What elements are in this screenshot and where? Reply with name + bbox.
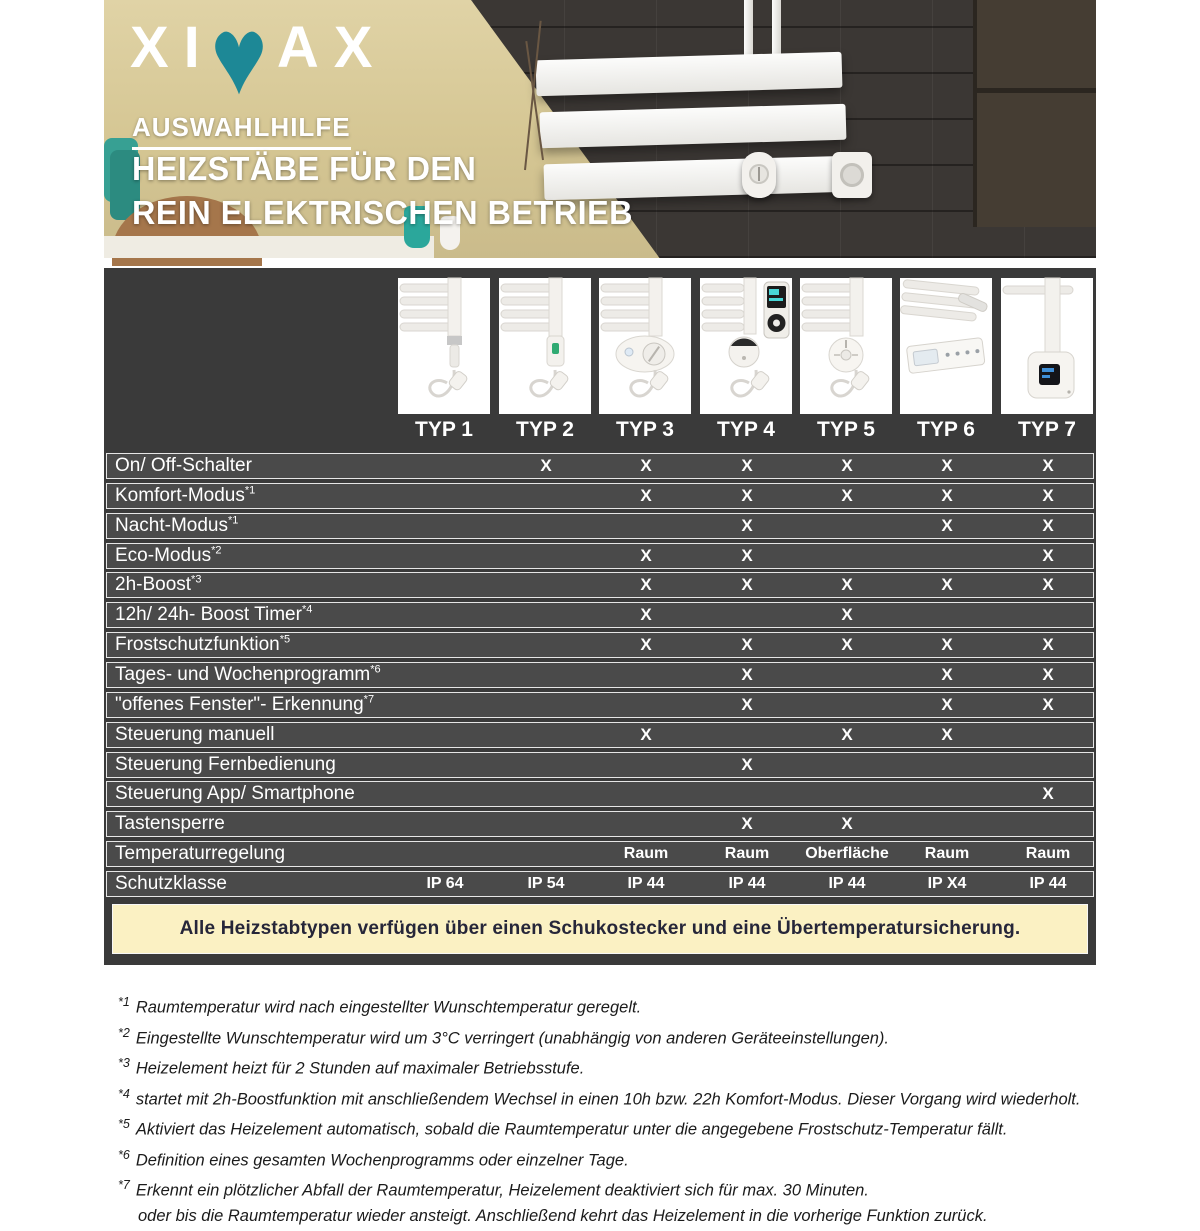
- cell-value-typ-5: X: [841, 456, 853, 475]
- cell-value-typ-4: Raum: [724, 845, 770, 862]
- radiator-smart-box-icon: [1001, 401, 1093, 418]
- footnote: [118, 1145, 1128, 1171]
- cell-value-typ-5: X: [841, 814, 853, 833]
- column-header-typ-5: TYP 5: [817, 418, 875, 441]
- cell-value-typ-2: X: [540, 456, 552, 475]
- ximax-logo: [130, 16, 387, 106]
- radiator-remote-control-icon: [700, 401, 792, 418]
- footnote-marker: *7: [118, 1178, 130, 1192]
- radiator-rod-with-switch-icon: [499, 401, 591, 418]
- footnote-marker: *2: [211, 544, 222, 557]
- row-label: 12h/ 24h- Boost Timer$^{*4}$: [115, 603, 313, 625]
- wall-socket-decoration: [832, 152, 872, 198]
- cell-value-typ-7: X: [1042, 784, 1054, 803]
- row-label: Schutzklasse: [115, 873, 227, 894]
- footnote: [118, 1175, 1128, 1226]
- hero-cabinet-seam-decoration: [977, 88, 1096, 93]
- cell-value-typ-7: X: [1042, 456, 1054, 475]
- table-row: [106, 602, 1094, 628]
- table-row: [106, 543, 1094, 569]
- footnote-text: Heizelement heizt für 2 Stunden auf maximaler Betriebsstufe.: [135, 1059, 585, 1078]
- footnote-text: Erkennt ein plötzlicher Abfall der Raumtemperatur, Heizelement deaktiviert sich für max. 30 Minuten.: [135, 1181, 869, 1200]
- footnote-text: Aktiviert das Heizelement automatisch, sobald die Raumtemperatur unter die angegebene Frostschutz-Temperatur fällt.: [135, 1120, 1008, 1139]
- cell-value-typ-6: X: [941, 725, 953, 744]
- footnote: [118, 1084, 1128, 1110]
- cell-value-typ-6: X: [941, 665, 953, 684]
- cell-value-typ-7: IP 44: [1029, 875, 1067, 892]
- row-label: "offenes Fenster"- Erkennung$^{*7}$: [115, 693, 375, 715]
- ximax-logo-text-suffix: AX: [276, 15, 388, 80]
- column-header-typ-6: TYP 6: [917, 418, 975, 441]
- footnote-marker: *5: [118, 1117, 130, 1131]
- row-label: Frostschutzfunktion$^{*5}$: [115, 633, 291, 655]
- hero-title-line2: REIN ELEKTRISCHEN BETRIEB: [132, 194, 633, 231]
- footnote-marker: *1: [244, 484, 256, 497]
- footnote-marker: *4: [118, 1086, 130, 1101]
- table-row: [106, 722, 1094, 748]
- cell-value-typ-4: X: [741, 755, 753, 774]
- cell-value-typ-3: X: [640, 635, 652, 654]
- table-decoration: [104, 236, 434, 258]
- cell-value-typ-6: X: [941, 456, 953, 475]
- cell-value-typ-3: X: [640, 456, 652, 475]
- row-label: Steuerung Fernbedienung: [115, 754, 336, 775]
- footnote: [118, 1114, 1128, 1140]
- row-label: Tastensperre: [115, 813, 225, 834]
- cell-value-typ-3: Raum: [623, 845, 669, 862]
- table-row: [106, 572, 1094, 598]
- cell-value-typ-3: X: [640, 546, 652, 565]
- footnote-marker: *3: [118, 1056, 130, 1070]
- footnote-text: Definition eines gesamten Wochenprogramms oder einzelner Tage.: [135, 1151, 629, 1169]
- heating-element-decoration: [742, 152, 776, 198]
- product-image-typ-7: [1001, 278, 1093, 414]
- cell-value-typ-4: X: [741, 695, 753, 714]
- radiator-control-panel-icon: [900, 401, 992, 418]
- cell-value-typ-7: X: [1042, 486, 1054, 505]
- column-header-typ-7: TYP 7: [1018, 418, 1076, 441]
- hero-eyebrow: AUSWAHLHILFE: [132, 112, 351, 150]
- row-label: Komfort-Modus$^{*1}$: [115, 484, 256, 506]
- cell-value-typ-4: X: [741, 635, 753, 654]
- comparison-table: [104, 268, 1096, 965]
- cell-value-typ-4: X: [741, 486, 753, 505]
- cell-value-typ-1: IP 64: [426, 875, 464, 892]
- cell-value-typ-4: X: [741, 456, 753, 475]
- footnote-marker: *6: [118, 1147, 130, 1162]
- cell-value-typ-6: IP X4: [927, 875, 967, 892]
- radiator-oval-controller-icon: [599, 401, 691, 418]
- cell-value-typ-4: X: [741, 546, 753, 565]
- footnote-text-continued: oder bis die Raumtemperatur wieder ansteigt. Anschließend kehrt das Heizelement in die vorherige Funktion zurück.: [138, 1206, 988, 1225]
- cell-value-typ-3: X: [640, 486, 652, 505]
- row-label: Eco-Modus$^{*2}$: [115, 544, 222, 566]
- table-row: [106, 752, 1094, 778]
- table-row: [106, 632, 1094, 658]
- cell-value-typ-3: X: [640, 605, 652, 624]
- column-header-typ-1: TYP 1: [415, 418, 473, 441]
- table-row: [106, 811, 1094, 837]
- row-label: 2h-Boost$^{*3}$: [115, 573, 202, 595]
- footnote-marker: *4: [301, 603, 313, 616]
- cell-value-typ-6: X: [941, 695, 953, 714]
- cell-value-typ-4: X: [741, 814, 753, 833]
- row-label: Steuerung App/ Smartphone: [115, 783, 355, 804]
- footnote-marker: *7: [363, 693, 375, 706]
- footnote: [118, 992, 1128, 1018]
- footnote-marker: *5: [279, 633, 291, 646]
- footnote-marker: *3: [191, 573, 202, 586]
- cell-value-typ-7: X: [1042, 695, 1054, 714]
- column-header-typ-2: TYP 2: [516, 418, 574, 441]
- cell-value-typ-3: X: [640, 725, 652, 744]
- radiator-pipe-decoration: [744, 0, 753, 62]
- cell-value-typ-6: X: [941, 635, 953, 654]
- product-image-typ-3: [599, 278, 691, 414]
- footnote-marker: *6: [370, 663, 381, 676]
- cell-value-typ-7: X: [1042, 516, 1054, 535]
- cell-value-typ-5: X: [841, 486, 853, 505]
- table-row: [106, 483, 1094, 509]
- footnote: [118, 1023, 1128, 1049]
- product-image-typ-1: [398, 278, 490, 414]
- footnote-marker: *1: [228, 514, 239, 527]
- hero-banner: [104, 0, 1096, 258]
- cell-value-typ-4: IP 44: [728, 875, 766, 892]
- table-row: [106, 453, 1094, 479]
- ximax-logo-text-prefix: XI: [130, 15, 215, 80]
- info-banner: [112, 904, 1088, 954]
- row-label: Temperaturregelung: [115, 843, 286, 864]
- cell-value-typ-5: Oberfläche: [805, 845, 889, 862]
- cell-value-typ-4: X: [741, 665, 753, 684]
- footnote: [118, 1053, 1128, 1079]
- cell-value-typ-5: X: [841, 635, 853, 654]
- cell-value-typ-7: X: [1042, 665, 1054, 684]
- footnote-text: Raumtemperatur wird nach eingestellter Wunschtemperatur geregelt.: [135, 998, 642, 1017]
- cell-value-typ-7: X: [1042, 575, 1054, 594]
- footnote-marker: *2: [118, 1025, 130, 1040]
- cell-value-typ-6: X: [941, 575, 953, 594]
- column-header-typ-4: TYP 4: [717, 418, 775, 441]
- cell-value-typ-6: X: [941, 486, 953, 505]
- table-row: [106, 513, 1094, 539]
- cell-value-typ-7: X: [1042, 546, 1054, 565]
- row-label: Steuerung manuell: [115, 724, 275, 745]
- product-image-typ-4: [700, 278, 792, 414]
- product-image-typ-6: [900, 278, 992, 414]
- cell-value-typ-4: X: [741, 516, 753, 535]
- cell-value-typ-2: IP 54: [527, 875, 565, 892]
- table-row: [106, 871, 1094, 897]
- cell-value-typ-6: X: [941, 516, 953, 535]
- row-label: Nacht-Modus$^{*1}$: [115, 514, 239, 536]
- table-row: [106, 662, 1094, 688]
- cell-value-typ-7: X: [1042, 635, 1054, 654]
- cell-value-typ-5: IP 44: [828, 875, 866, 892]
- cell-value-typ-7: Raum: [1025, 845, 1071, 862]
- radiator-heating-rod-icon: [398, 401, 490, 418]
- radiator-thermostat-knob-icon: [800, 401, 892, 418]
- cell-value-typ-3: IP 44: [627, 875, 665, 892]
- product-image-typ-5: [800, 278, 892, 414]
- cell-value-typ-6: Raum: [924, 845, 970, 862]
- table-row: [106, 841, 1094, 867]
- info-banner-text: Alle Heizstabtypen verfügen über einen Schukostecker und eine Übertemperatursicherung.: [179, 918, 1021, 939]
- table-row: [106, 692, 1094, 718]
- row-label: On/ Off-Schalter: [115, 455, 252, 476]
- footnotes: [118, 992, 1128, 1231]
- cell-value-typ-3: X: [640, 575, 652, 594]
- cell-value-typ-5: X: [841, 575, 853, 594]
- footnote-text: Eingestellte Wunschtemperatur wird um 3°C verringert (unabhängig von anderen Geräteeinstellungen).: [135, 1029, 890, 1047]
- hero-title-line1: HEIZSTÄBE FÜR DEN: [132, 150, 477, 187]
- ximax-logo-m-icon: [211, 20, 267, 106]
- hero-cabinet-decoration: [973, 0, 1096, 227]
- row-label: Tages- und Wochenprogramm$^{*6}$: [115, 663, 381, 685]
- footnote-text: startet mit 2h-Boostfunktion mit anschließendem Wechsel in einen 10h bzw. 22h Komfort-Modus. Dieser Vorgang wird wiederholt.: [135, 1090, 1081, 1108]
- cell-value-typ-4: X: [741, 575, 753, 594]
- cell-value-typ-5: X: [841, 725, 853, 744]
- table-row: [106, 781, 1094, 807]
- footnote-marker: *1: [118, 995, 130, 1009]
- column-header-typ-3: TYP 3: [616, 418, 674, 441]
- product-image-typ-2: [499, 278, 591, 414]
- cell-value-typ-5: X: [841, 605, 853, 624]
